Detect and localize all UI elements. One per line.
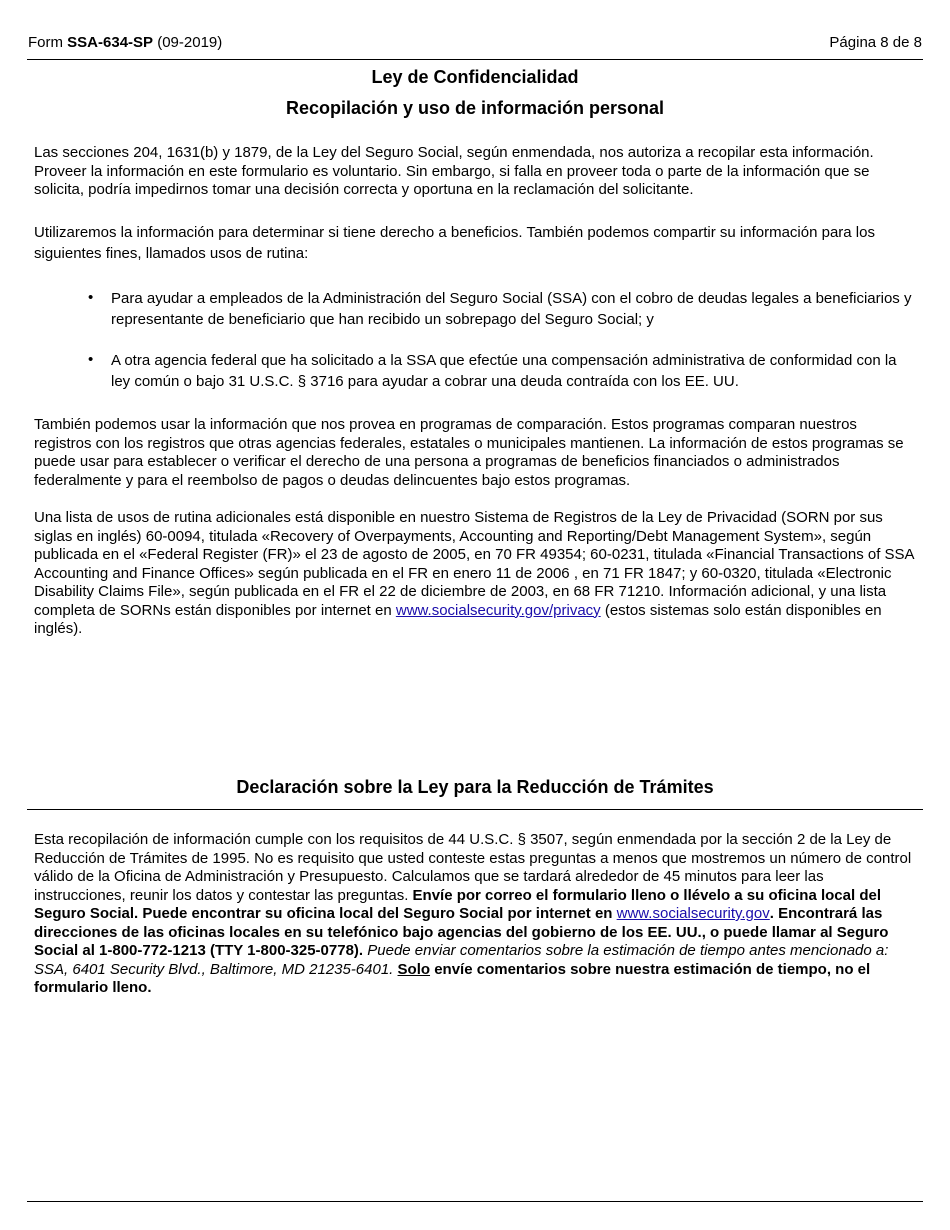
privacy-link[interactable]: www.socialsecurity.gov/privacy	[395, 601, 601, 619]
list-item	[88, 288, 918, 330]
privacy-title: Ley de Confidencialidad	[371, 67, 579, 87]
sorn-text-end: (estos sistemas solo están disponibles en inglés).	[34, 601, 882, 637]
paperwork-text: Esta recopilación de información cumple con los requisitos de 44 U.S.C. § 3507, según enmendada por la sección 2 de la Ley de Reducción de Trámites de 1995. No es requisito que usted conteste estas preguntas a menos que mostremos un número de control válido de la Oficina de Administración y Presupuesto. Calculamos que se tardará alrededor de 45 minutos para leer las instrucciones, reunir los datos y contestar las preguntas.	[34, 831, 912, 904]
privacy-paragraph-1: Las secciones 204, 1631(b) y 1879, de la Ley del Seguro Social, según enmendada, nos autoriza a recopilar esta información. Proveer la información en este formulario es voluntario. Sin embargo, si falla en proveer toda o parte de la información que se solicita, podría impedirnos tomar una decisión correcta y oportuna en la reclamación del solicitante.	[34, 144, 874, 198]
form-identifier	[28, 34, 222, 51]
privacy-paragraph-3: También podemos usar la información que nos provea en programas de comparación. Estos programas comparan nuestros registros con los registros que otras agencias federales, estatales o municipales mantienen. La información de estos programas se puede usar para establecer o verificar el derecho de una persona a programas de beneficios financiados o administrados federalmente y para el reembolso de pagos o deudas delincuentes bajo estos programas.	[34, 416, 904, 489]
list-item-text: Para ayudar a empleados de la Administración del Seguro Social (SSA) con el cobro de deudas legales a beneficiarios y representante de beneficiario que han recibido un sobrepago del Seguro Social; y	[111, 290, 912, 328]
paperwork-title: Declaración sobre la Ley para la Reducción de Trámites	[236, 777, 714, 797]
section-divider	[27, 809, 923, 810]
bullet-icon: •	[88, 289, 94, 306]
sorn-text: Una lista de usos de rutina adicionales está disponible en nuestro Sistema de Registros de la Ley de Privacidad (SORN por sus siglas en inglés) 60-0094, titulada «Recovery of Overpayments, Accounting and Reporting/Debt Management System», según publicada en el «Federal Register (FR)» el 23 de agosto de 2005, en 70 FR 49354; 60-0231, titulada «Financial Transactions of SSA Accounting and Finance Offices» según publicada en el FR en enero 11 de 2006 , en 71 FR 1847; y 60-0320, titulada «Electronic Disability Claims File», según publicada en el FR el 22 de diciembre de 2003, en 68 FR 71210. Información adicional, y una lista completa de SORNs están disponibles por internet en	[34, 509, 914, 619]
paperwork-bold-text: Envíe por correo el formulario lleno o llévelo a su oficina local del Seguro Social. Puede encontrar su oficina local del Seguro Social por internet en	[34, 886, 881, 922]
paperwork-paragraph	[34, 831, 914, 998]
solo-emphasis: Solo	[397, 960, 431, 978]
paperwork-bold-text-3: envíe comentarios sobre nuestra estimación de tiempo, no el formulario lleno.	[34, 960, 871, 996]
ssa-link[interactable]: www.socialsecurity.gov	[616, 905, 770, 922]
list-item-text: A otra agencia federal que ha solicitado a la SSA que efectúe una compensación administrativa de conformidad con la ley común o bajo 31 U.S.C. § 3716 para ayudar a cobrar una deuda contraída con los EE. UU.	[111, 352, 897, 390]
privacy-paragraph-2: Utilizaremos la información para determinar si tiene derecho a beneficios. También podemos compartir su información para los siguientes fines, llamados usos de rutina:	[34, 224, 875, 262]
paperwork-italic-text: Puede enviar comentarios sobre la estimación de tiempo antes mencionado a: SSA, 6401 Security Blvd., Baltimore, MD 21235-6401.	[34, 942, 889, 978]
form-date: (09-2019)	[153, 34, 223, 51]
privacy-paragraph-4	[34, 509, 914, 639]
list-item	[88, 350, 918, 392]
privacy-subtitle: Recopilación y uso de información personal	[285, 98, 665, 118]
bullet-icon: •	[88, 351, 94, 368]
header-divider	[27, 59, 923, 60]
page-number: Página 8 de 8	[829, 34, 922, 51]
footer-divider	[27, 1201, 923, 1202]
form-prefix: Form	[28, 34, 68, 51]
form-number: SSA-634-SP	[67, 34, 154, 51]
paperwork-bold-text-2: . Encontrará las direcciones de las oficinas locales en su telefónico bajo agencias del gobierno de los EE. UU., o puede llamar al Seguro Social al 1-800-772-1213 (TTY 1-800-325-0778).	[34, 905, 889, 959]
